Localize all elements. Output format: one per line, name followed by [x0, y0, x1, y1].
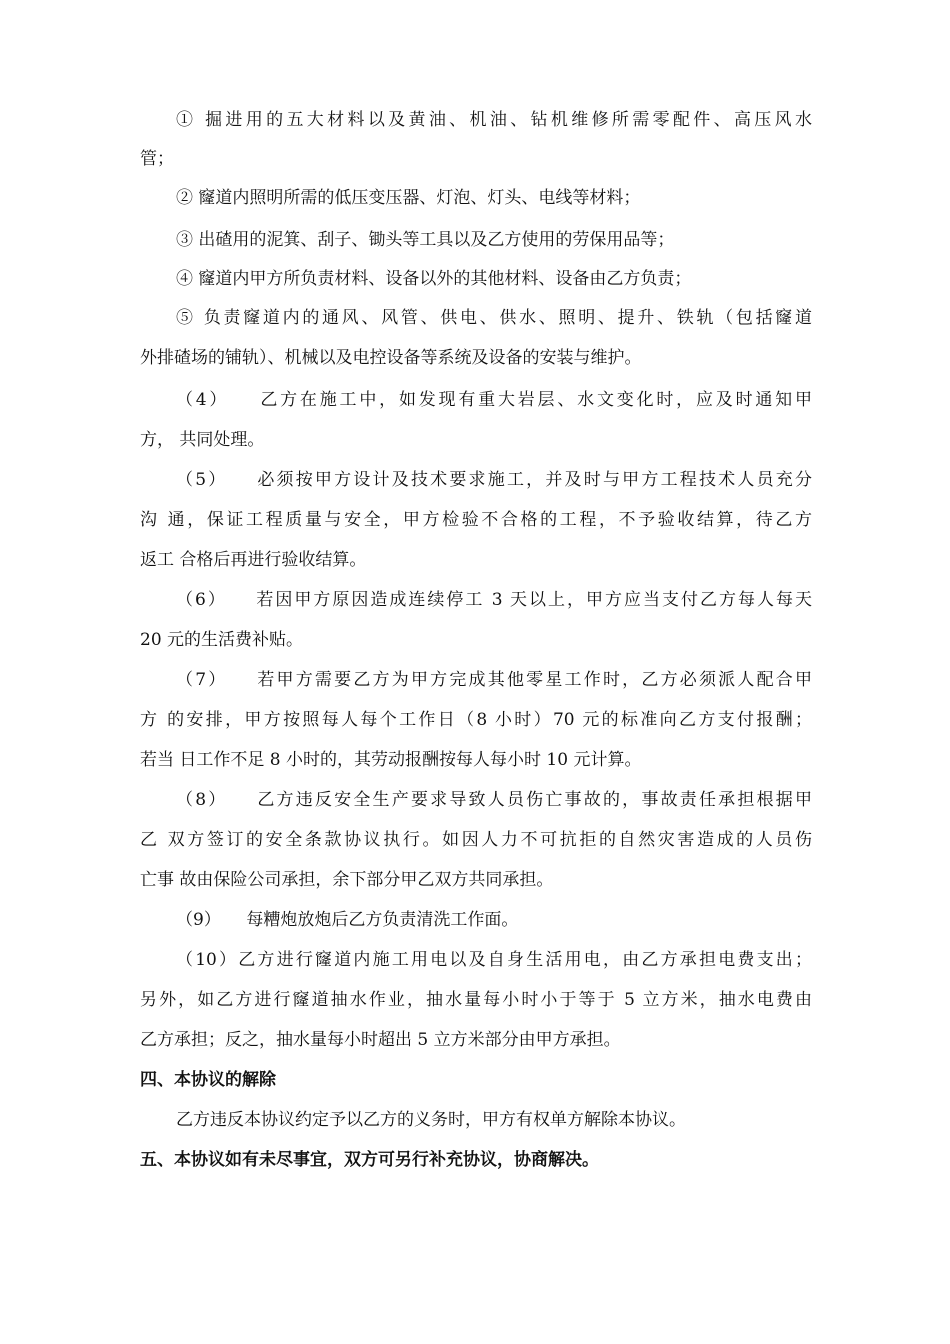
text-line: ④ 窿道内甲方所负责材料、设备以外的其他材料、设备由乙方负责； — [176, 269, 692, 289]
text-line: 另外，如乙方进行窿道抽水作业，抽水量每小时小于等于 5 立方米，抽水电费由 — [140, 990, 812, 1010]
text-line: （10）乙方进行窿道内施工用电以及自身生活用电，由乙方承担电费支出； — [176, 950, 812, 970]
text-line: 外排碴场的铺轨）、机械以及电控设备等系统及设备的安装与维护。 — [140, 348, 642, 368]
text-line: 乙方违反本协议约定予以乙方的义务时，甲方有权单方解除本协议。 — [176, 1110, 686, 1130]
text-line: ① 掘进用的五大材料以及黄油、机油、钻机维修所需零配件、高压风水 — [176, 110, 812, 130]
text-line: 乙方承担；反之，抽水量每小时超出 5 立方米部分由甲方承担。 — [140, 1030, 621, 1050]
text-line: （8） 乙方违反安全生产要求导致人员伤亡事故的，事故责任承担根据甲 — [176, 790, 812, 810]
text-line: 20 元的生活费补贴。 — [140, 630, 304, 650]
text-line: 方 的安排，甲方按照每人每个工作日（8 小时）70 元的标准向乙方支付报酬； — [140, 710, 812, 730]
text-line: ③ 出碴用的泥箕、刮子、锄头等工具以及乙方使用的劳保用品等； — [176, 230, 675, 250]
text-line: 返工 合格后再进行验收结算。 — [140, 550, 367, 570]
text-line: （4） 乙方在施工中，如发现有重大岩层、水文变化时，应及时通知甲 — [176, 390, 812, 410]
text-line: 若当 日工作不足 8 小时的，其劳动报酬按每人每小时 10 元计算。 — [140, 750, 642, 770]
text-line: 方， 共同处理。 — [140, 430, 265, 450]
section-heading: 五、本协议如有未尽事宜，双方可另行补充协议，协商解决。 — [140, 1150, 599, 1170]
section-heading: 四、本协议的解除 — [140, 1070, 276, 1090]
text-line: 管； — [140, 149, 174, 169]
text-line: （6） 若因甲方原因造成连续停工 3 天以上，甲方应当支付乙方每人每天 — [176, 590, 812, 610]
text-line: 沟 通，保证工程质量与安全，甲方检验不合格的工程，不予验收结算，待乙方 — [140, 510, 812, 530]
text-line: （7） 若甲方需要乙方为甲方完成其他零星工作时，乙方必须派人配合甲 — [176, 670, 812, 690]
text-line: （9） 每糟炮放炮后乙方负责清洗工作面。 — [176, 910, 519, 930]
text-line: （5） 必须按甲方设计及技术要求施工，并及时与甲方工程技术人员充分 — [176, 470, 812, 490]
text-line: ⑤ 负责窿道内的通风、风管、供电、供水、照明、提升、铁轨（包括窿道 — [176, 308, 812, 328]
text-line: 亡事 故由保险公司承担，余下部分甲乙双方共同承担。 — [140, 870, 554, 890]
text-line: ② 窿道内照明所需的低压变压器、灯泡、灯头、电线等材料； — [176, 188, 641, 208]
text-line: 乙 双方签订的安全条款协议执行。如因人力不可抗拒的自然灾害造成的人员伤 — [140, 830, 812, 850]
